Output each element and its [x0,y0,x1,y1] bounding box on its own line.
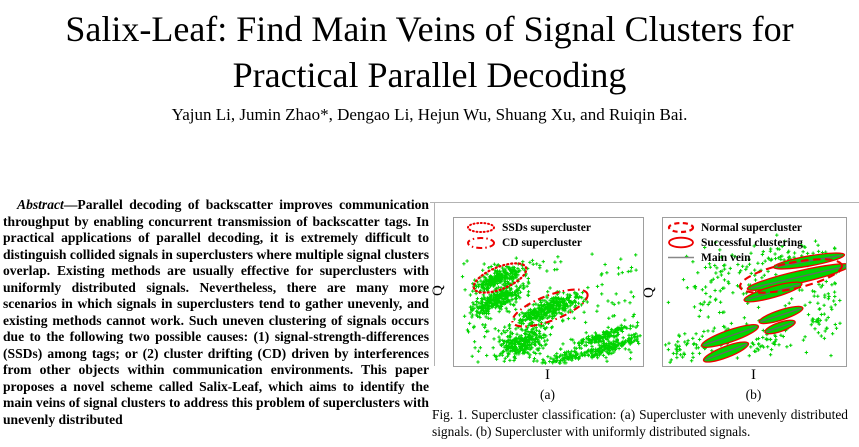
cd-ellipse-icon [464,236,498,250]
figure-caption [432,407,848,441]
legend-a [464,220,591,250]
legend-label: SSDs supercluster [502,221,591,234]
caption-line-2: signals. (b) Supercluster with uniformly distributed signals. [432,423,751,439]
paper-title [0,6,859,98]
title-line-1: Salix-Leaf: Find Main Veins of Signal Clusters for [65,9,794,49]
abstract-column [3,197,429,428]
panel-label-b: (b) [745,387,762,402]
legend-label: Successful clustering [701,236,803,249]
figure-panel-a [453,217,644,367]
legend-label: CD supercluster [502,236,582,249]
caption-line-1: Fig. 1. Supercluster classification: (a) Supercluster with unevenly distributed [432,407,848,422]
legend-item-main-vein [665,250,803,265]
legend-label: Normal supercluster [701,221,803,234]
main-vein-icon [665,251,697,264]
ssds-ellipse-icon [464,221,498,234]
abstract-text: —Parallel decoding of backscatter improves communication throughput by enabling concurrent transmission of backscatter tags. In practical applications of parallel decoding, it is extremely difficult to distinguish collided signals in superclusters where multiple signal clusters overlap. Existing methods are usually effective for superclusters with uniformly distributed signals. Nevertheless, there are many more scenarios in which signals in superclusters tend to gather unevenly, and existing methods cannot work. Such uneven clustering of signals occurs due to the following two possible causes: (1) signal-strength-differences (SSDs) among tags; or (2) cluster drifting (CD) driven by interferences from other objects within communication environments. This paper proposes a novel scheme called Salix-Leaf, which aims to identify the main veins of signal clusters to address this problem of superclusters with unevenly distributed [3,197,429,427]
figure-top-rule [430,202,859,203]
normal-ellipse-icon [665,221,697,234]
y-axis-label-b: Q [641,287,657,298]
panel-label-a: (a) [540,387,555,402]
legend-item-successful [665,235,803,250]
legend-item-ssds [464,220,591,235]
clustering-ellipse-icon [665,236,697,249]
figure-panel-b [662,217,847,367]
legend-b [665,220,803,265]
x-axis-label-a: I [545,367,550,383]
authors-line: Yajun Li, Jumin Zhao*, Dengao Li, Hejun Wu, Shuang Xu, and Ruiqin Bai. [171,105,688,124]
x-axis-label-b: I [751,367,756,383]
abstract-paragraph [3,197,429,428]
legend-item-normal [665,220,803,235]
legend-label: Main vein [701,251,751,264]
legend-item-cd [464,235,591,250]
abstract-label: Abstract [17,197,64,212]
y-axis-label-a: Q [430,285,446,296]
title-line-2: Practical Parallel Decoding [232,55,627,95]
